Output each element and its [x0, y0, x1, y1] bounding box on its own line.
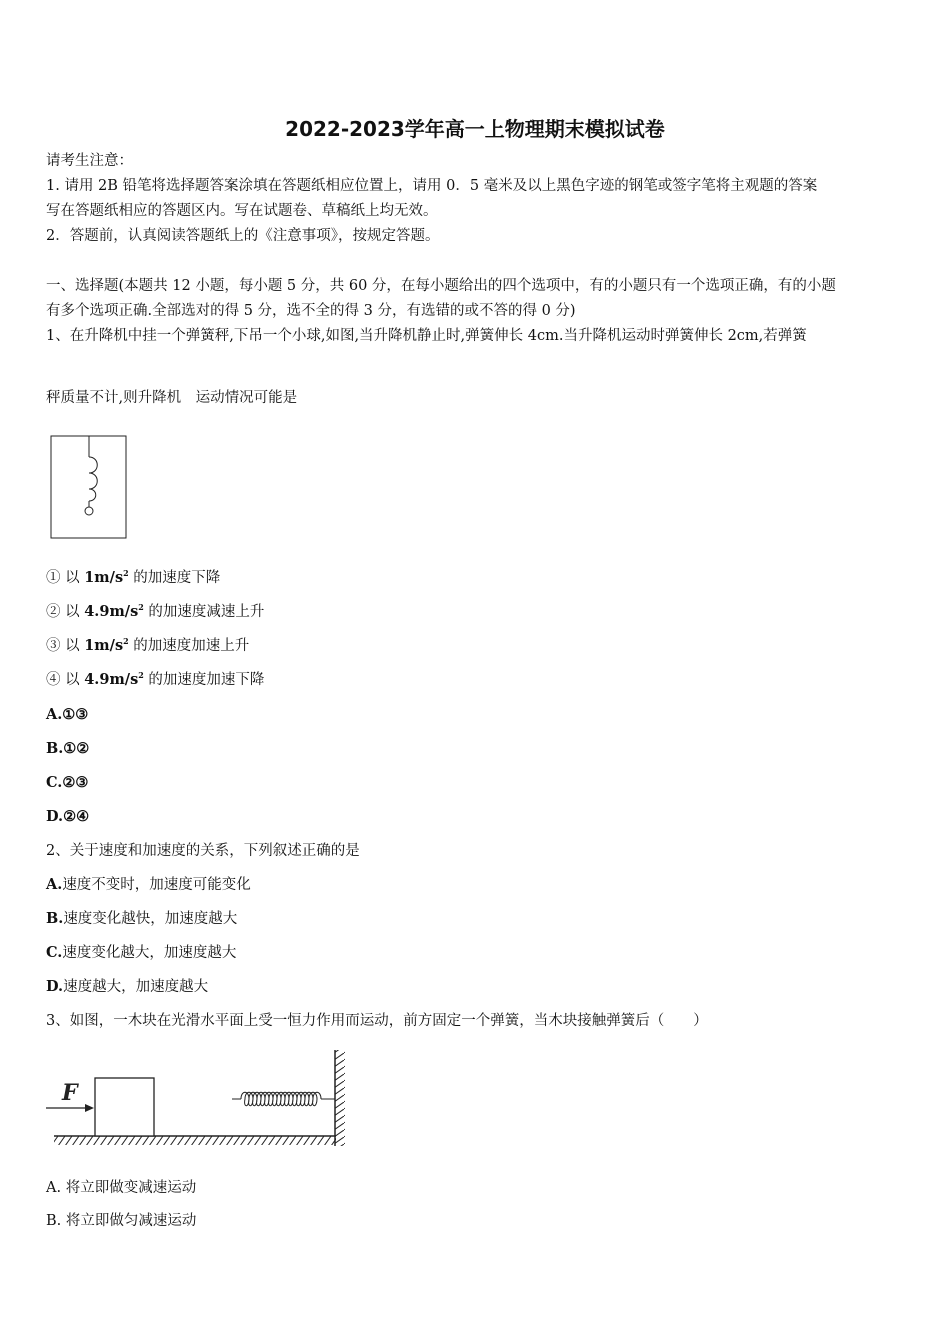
block-spring-figure [44, 1046, 350, 1152]
q1-item-1: ① 以 $1m/s^2$ 的加速度下降 [46, 568, 221, 586]
notice-line-1: 1. 请用 2B 铅笔将选择题答案涂填在答题纸相应位置上，请用 0．5 毫米及以上黑色字迹的钢笔或签字笔将主观题的答案 [46, 178, 818, 194]
notice-line-2: 写在答题纸相应的答题区内。写在试题卷、草稿纸上均无效。 [46, 203, 438, 219]
q2-option-c[interactable]: C.速度变化越大，加速度越大 [46, 944, 237, 961]
q2-stem: 2、关于速度和加速度的关系，下列叙述正确的是 [46, 843, 360, 859]
q1-item-4: ④ 以 $4.9m/s^2$ 的加速度加速下降 [46, 670, 265, 688]
q3-option-a[interactable]: A. 将立即做变减速运动 [46, 1180, 197, 1196]
q2-option-d[interactable]: D.速度越大，加速度越大 [46, 978, 209, 995]
q3-option-b[interactable]: B. 将立即做匀减速运动 [46, 1213, 197, 1229]
section-heading-line-1: 一、选择题(本题共 12 小题，每小题 5 分，共 60 分，在每小题给出的四个选项中，有的小题只有一个选项正确，有的小题 [46, 278, 836, 294]
q1-stem-line-1: 1、在升降机中挂一个弹簧秤,下吊一个小球,如图,当升降机静止时,弹簧伸长 4cm.当升降机运动时弹簧伸长 2cm,若弹簧 [46, 328, 807, 344]
section-heading-line-2: 有多个选项正确.全部选对的得 5 分，选不全的得 3 分，有选错的或不答的得 0 分) [46, 303, 576, 319]
q2-option-a[interactable]: A.速度不变时，加速度可能变化 [46, 876, 251, 893]
notice-line-3: 2．答题前，认真阅读答题纸上的《注意事项》，按规定答题。 [46, 228, 440, 244]
q1-option-a[interactable]: A.①③ [46, 706, 89, 723]
exam-title: 2022-2023学年高一上物理期末模拟试卷 [285, 117, 665, 141]
notice-heading: 请考生注意： [46, 153, 133, 169]
q1-option-b[interactable]: B.①② [46, 740, 90, 757]
force-label: F [62, 1080, 78, 1106]
elevator-spring-figure [50, 435, 128, 541]
q3-stem: 3、如图，一木块在光滑水平面上受一恒力作用而运动，前方固定一个弹簧，当木块接触弹簧后（ ） [46, 1013, 708, 1029]
q1-option-c[interactable]: C.②③ [46, 774, 89, 791]
q1-stem-line-2: 秤质量不计,则升降机 运动情况可能是 [46, 390, 298, 406]
q1-option-d[interactable]: D.②④ [46, 808, 90, 825]
q1-item-3: ③ 以 $1m/s^2$ 的加速度加速上升 [46, 636, 250, 654]
q2-option-b[interactable]: B.速度变化越快，加速度越大 [46, 910, 238, 927]
q1-item-2: ② 以 $4.9m/s^2$ 的加速度减速上升 [46, 602, 265, 620]
